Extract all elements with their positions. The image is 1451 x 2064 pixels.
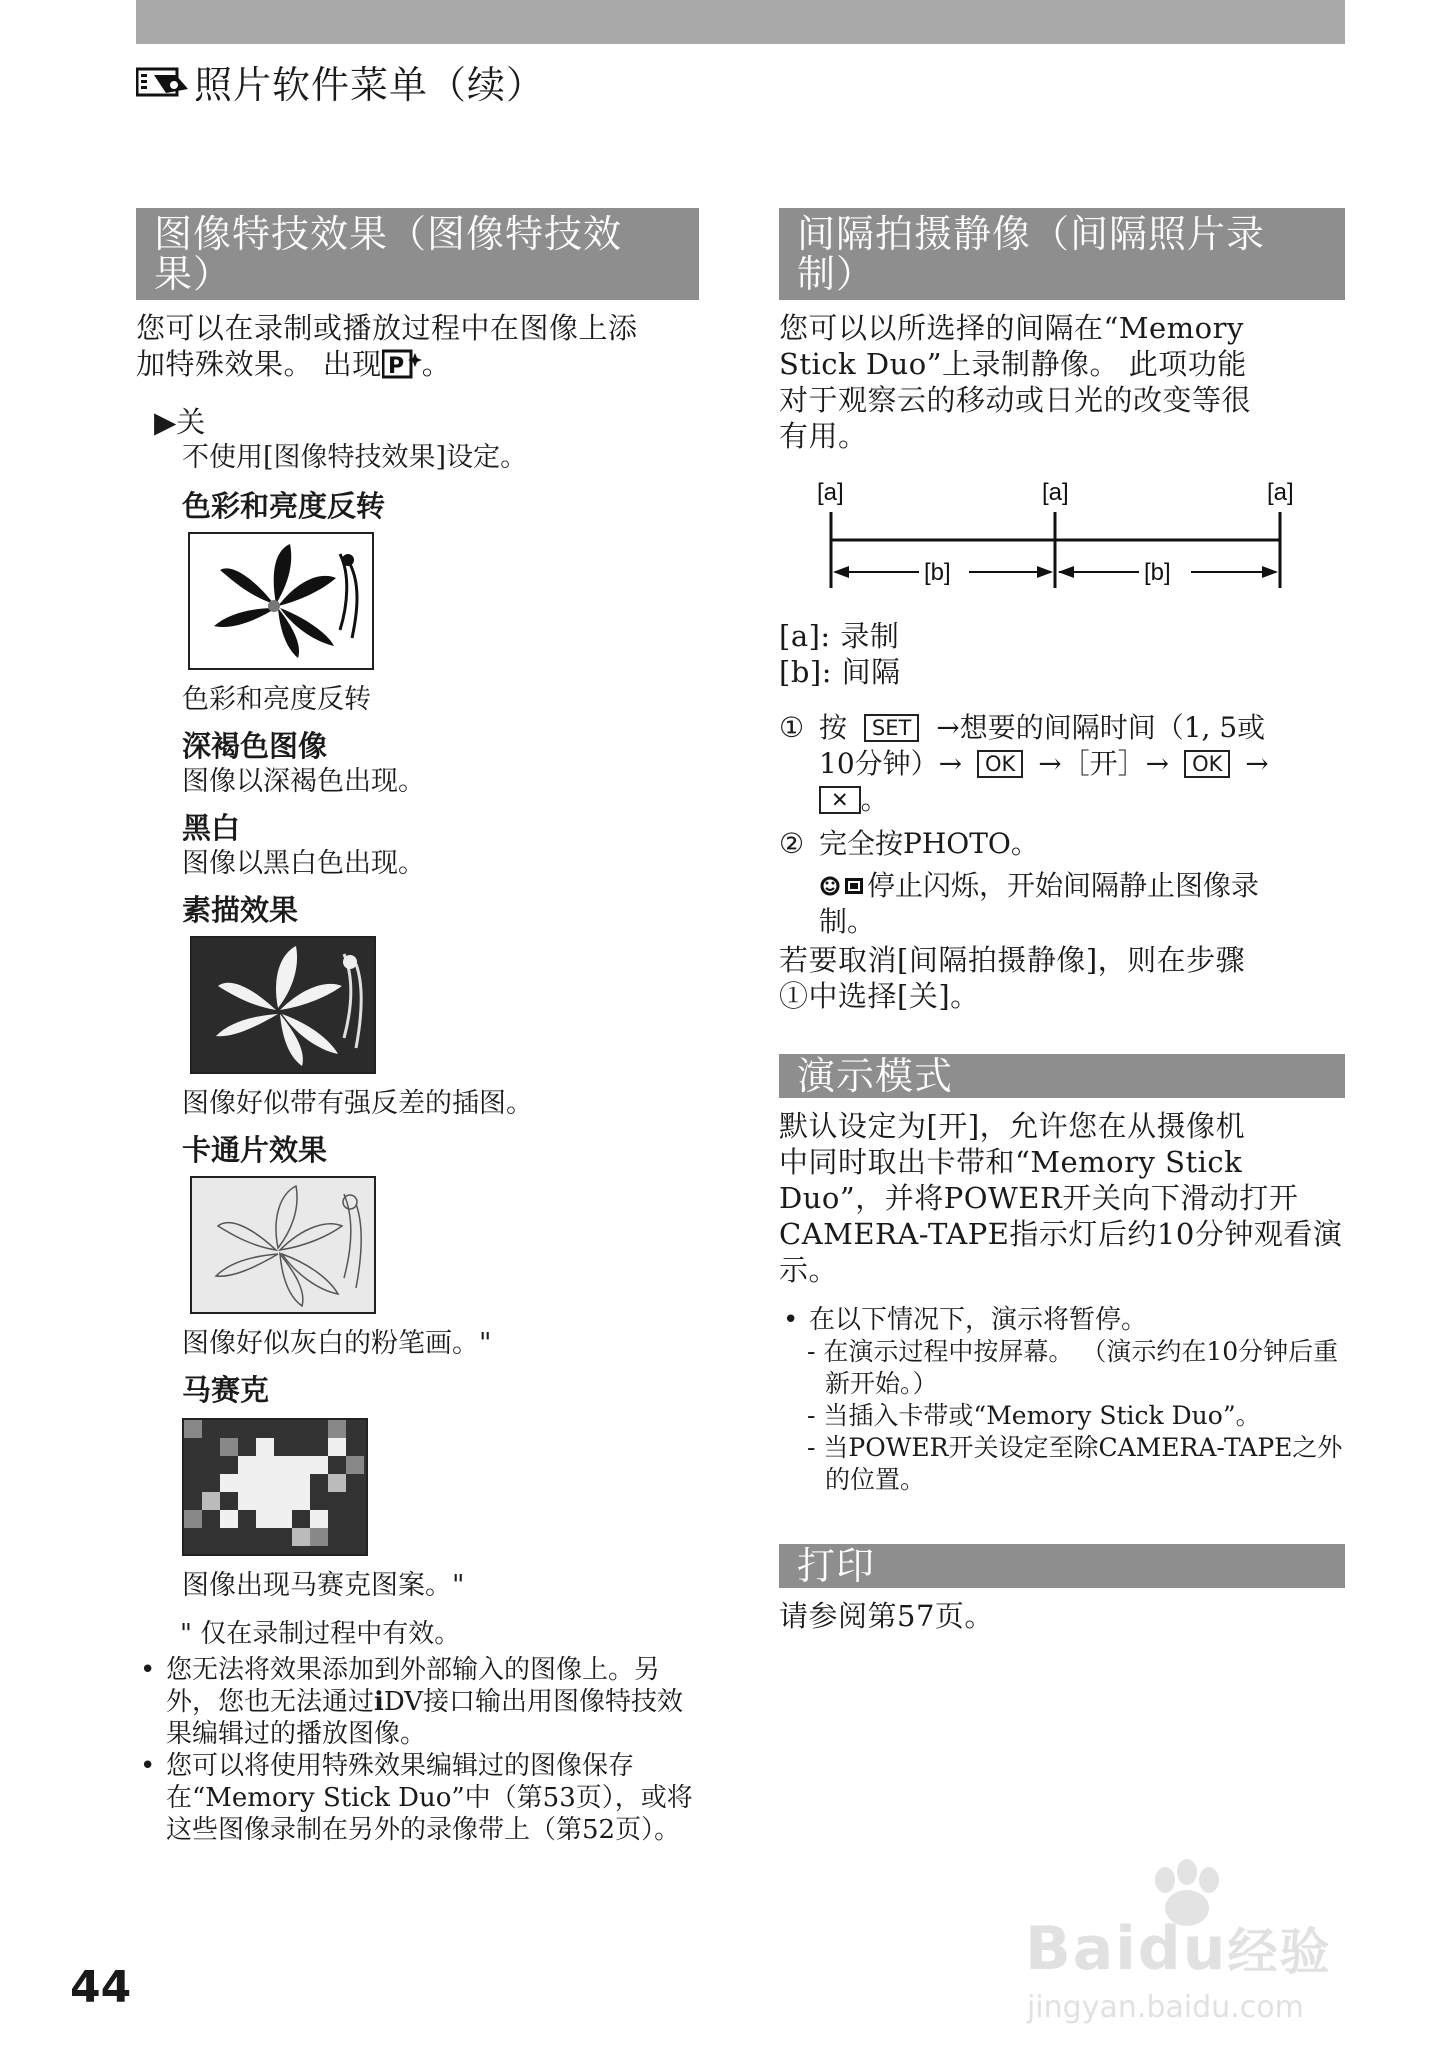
demo-line: 默认设定为[开]，允许您在从摄像机 (779, 1109, 1246, 1143)
option-mosaic-desc: 图像出现马赛克图案。" (182, 1570, 465, 1601)
section-title-line: 图像特技效果（图像特技效 (154, 212, 623, 256)
intro-line (136, 346, 699, 382)
interval-legend (779, 618, 1345, 690)
cancel-line: 若要取消[间隔拍摄静像]，则在步骤 (779, 943, 1246, 977)
option-negative-head: 色彩和亮度反转 (182, 489, 386, 523)
page-title: 照片软件菜单（续） (194, 63, 546, 107)
diagram-label-a: [a] (817, 479, 844, 506)
option-solarize-head: 素描效果 (182, 893, 299, 927)
interval-diagram (779, 468, 1345, 598)
ok-button[interactable]: OK (977, 750, 1023, 778)
intro-line: 您可以以所选择的间隔在“Memory (779, 311, 1244, 345)
step-text: 按 (819, 711, 848, 744)
diagram-arrowhead (1262, 566, 1278, 578)
intro-line: 您可以在录制或播放过程中在图像上添 (136, 311, 638, 345)
step-1 (779, 710, 1345, 818)
step-text: → (1245, 747, 1269, 780)
step-text: 10分钟）→ (819, 747, 963, 780)
diagram-label-a: [a] (1267, 479, 1294, 506)
section-title-print: 打印 (779, 1544, 1345, 1588)
legend-a: [a]: 录制 (779, 619, 900, 653)
left-notes (136, 1654, 699, 1846)
sub-item: - 当POWER开关设定至除CAMERA-TAPE之外的位置。 (779, 1432, 1345, 1496)
step-text: 完全按PHOTO。 (819, 827, 1039, 860)
step-text: 制。 (819, 905, 876, 938)
intro-text (136, 310, 699, 382)
top-bar (136, 0, 1345, 44)
option-pastel-head: 卡通片效果 (182, 1133, 328, 1167)
option-bw-desc: 图像以黑白色出现。 (182, 848, 425, 879)
page-number: 44 (70, 1962, 132, 2013)
step-body (819, 826, 1259, 940)
demo-line: CAMERA-TAPE指示灯后约10分钟观看演 (779, 1217, 1343, 1251)
watermark-brand (1025, 1912, 1331, 1984)
diagram-label-a: [a] (1042, 479, 1069, 506)
option-negative-desc: 色彩和亮度反转 (182, 684, 371, 715)
diagram-arrowhead (833, 566, 849, 578)
option-mosaic-head: 马赛克 (182, 1373, 270, 1407)
option-sepia-head: 深褐色图像 (182, 729, 328, 763)
step-2 (779, 826, 1345, 940)
mosaic-art-image (182, 1418, 368, 1556)
intro-line: 对于观察云的移动或日光的改变等很 (779, 383, 1252, 417)
set-button[interactable]: SET (864, 714, 919, 742)
interval-intro (779, 310, 1345, 454)
sub-item: - 在演示过程中按屏幕。 （演示约在10分钟后重新开始。） (779, 1336, 1345, 1400)
watermark-brand-part: Bai (1025, 1914, 1138, 1984)
option-pastel-desc: 图像好似灰白的粉笔画。" (182, 1328, 492, 1359)
svg-text:P: P (387, 354, 405, 379)
option-bw-head: 黑白 (182, 811, 241, 845)
step-text: 。 (860, 783, 889, 816)
intro-line: Stick Duo”上录制静像。 此项功能 (779, 347, 1247, 381)
interval-indicator-icon (819, 873, 867, 899)
step-text: 停止闪烁，开始间隔静止图像录 (867, 869, 1260, 902)
step-text: →［开］→ (1038, 747, 1170, 780)
step-number: ① (779, 711, 805, 744)
print-body: 请参阅第57页。 (779, 1599, 994, 1633)
interval-steps (779, 710, 1345, 940)
demo-body (779, 1108, 1345, 1288)
intro-line: 有用。 (779, 419, 868, 453)
section-title-line: 制） (797, 252, 876, 296)
intro-suffix: 。 (421, 347, 452, 381)
demo-line: Duo”，并将POWER开关向下滑动打开 (779, 1181, 1299, 1215)
option-off-desc: 不使用[图像特技效果]设定。 (182, 442, 528, 473)
watermark-url: jingyan.baidu.com (1027, 1990, 1304, 2025)
interval-cancel (779, 942, 1345, 1014)
intro-prefix: 加特殊效果。 出现 (136, 347, 382, 381)
demo-subitems (779, 1336, 1345, 1496)
section-title-line: 果） (154, 252, 233, 296)
camera-menu-icon (136, 65, 190, 99)
note-item: • 您无法将效果添加到外部输入的图像上。另外，您也无法通过ℹDV接口输出用图像特技效果编辑过的播放图像。 (136, 1654, 699, 1750)
demo-notes (779, 1304, 1345, 1336)
step-number: ② (779, 827, 805, 860)
legend-b: [b]: 间隔 (779, 655, 901, 689)
cancel-line: ①中选择[关]。 (779, 979, 980, 1013)
footnote: " 仅在录制过程中有效。 (180, 1619, 461, 1649)
section-title-demo: 演示模式 (779, 1054, 1345, 1098)
option-sepia-desc: 图像以深褐色出现。 (182, 766, 425, 797)
demo-line: 中同时取出卡带和“Memory Stick (779, 1145, 1243, 1179)
diagram-arrowhead (1058, 566, 1074, 578)
note-item: • 您可以将使用特殊效果编辑过的图像保存在“Memory Stick Duo”中（第53页），或将这些图像录制在另外的录像带上（第52页）。 (136, 1750, 699, 1846)
note-item: • 在以下情况下，演示将暂停。 (779, 1304, 1345, 1336)
close-button[interactable]: ✕ (819, 786, 861, 814)
left-column (136, 208, 699, 1846)
solarize-art-image (190, 936, 376, 1074)
pastel-art-image (190, 1176, 376, 1314)
option-solarize-desc: 图像好似带有强反差的插图。 (182, 1088, 533, 1119)
ok-button[interactable]: OK (1184, 750, 1230, 778)
sub-item: - 当插入卡带或“Memory Stick Duo”。 (779, 1400, 1345, 1432)
section-title-interval (779, 208, 1345, 300)
right-column (779, 208, 1345, 1634)
demo-line: 示。 (779, 1253, 839, 1287)
diagram-label-b: [b] (1144, 559, 1171, 586)
page-header (136, 54, 545, 109)
watermark-brand-part: du (1137, 1914, 1228, 1984)
section-title-picture-effect (136, 208, 699, 300)
diagram-label-b: [b] (924, 559, 951, 586)
watermark-cn: 经验 (1227, 1923, 1332, 1981)
negative-art-image (188, 532, 374, 670)
step-text: →想要的间隔时间（1, 5或 (936, 711, 1266, 744)
step-body (819, 710, 1269, 818)
option-off-head: ▶关 (154, 405, 206, 439)
diagram-arrowhead (1037, 566, 1053, 578)
picture-effect-icon (382, 349, 422, 379)
section-title-line: 间隔拍摄静像（间隔照片录 (797, 212, 1266, 256)
watermark (1025, 1850, 1345, 2030)
